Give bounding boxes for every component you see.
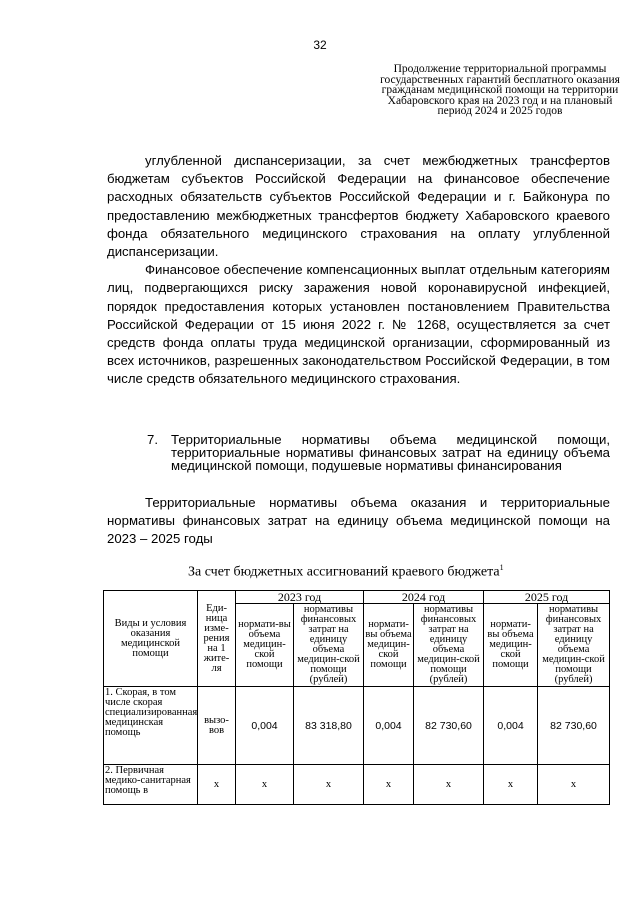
row-cost-2025: 82 730,60 bbox=[538, 687, 610, 765]
body-text bbox=[107, 152, 610, 389]
table-header-row-1 bbox=[104, 591, 610, 604]
header-year-2025: 2025 год bbox=[484, 591, 610, 604]
intro-paragraph: Территориальные нормативы объема оказания и территориальные нормативы финансовых затрат на единицу объема медицинской помощи на 2023 – 2025 годы bbox=[107, 495, 610, 547]
row-type: 2. Первичная медико-санитарная помощь в bbox=[104, 765, 198, 805]
row-volume-2024: 0,004 bbox=[364, 687, 414, 765]
paragraph-1: углубленной диспансеризации, за счет межбюджетных трансфертов бюджетам субъектов Российской Федерации на финансовое обеспечение расходных обязательств субъектов Российской Федерации и г. Байконура по предоставлению межбюджетных трансфертов бюджету Хабаровского краевого фонда обязательного медицинского страхования на оплату углубленной диспансеризации. bbox=[107, 153, 610, 260]
row-volume-2023: 0,004 bbox=[236, 687, 294, 765]
header-unit: Еди-ница изме-рения на 1 жите-ля bbox=[198, 591, 236, 687]
row-volume-2025: 0,004 bbox=[484, 687, 538, 765]
row-volume-2024: х bbox=[364, 765, 414, 805]
row-cost-2024: 82 730,60 bbox=[414, 687, 484, 765]
row-volume-2025: х bbox=[484, 765, 538, 805]
table-row bbox=[104, 765, 610, 805]
row-volume-2023: х bbox=[236, 765, 294, 805]
table-row bbox=[104, 687, 610, 765]
header-year-2023: 2023 год bbox=[236, 591, 364, 604]
page-number: 32 bbox=[313, 38, 327, 52]
row-cost-2024: х bbox=[414, 765, 484, 805]
header-cost-2023: нормативы финансовых затрат на единицу объема медицин-ской помощи (рублей) bbox=[294, 604, 364, 687]
row-unit: вызо-вов bbox=[198, 687, 236, 765]
header-type: Виды и условия оказания медицинской помощи bbox=[104, 591, 198, 687]
header-cost-2025: нормативы финансовых затрат на единицу объема медицин-ской помощи (рублей) bbox=[538, 604, 610, 687]
row-unit: х bbox=[198, 765, 236, 805]
header-volume-2024: нормати-вы объема медицин-ской помощи bbox=[364, 604, 414, 687]
footnote-mark: 1 bbox=[499, 563, 504, 572]
row-cost-2025: х bbox=[538, 765, 610, 805]
header-note: Продолжение территориальной программы государственных гарантий бесплатного оказания гражданам медицинской помощи на территории Хабаровского края на 2023 год и на плановый период 2024 и 2025 годов bbox=[380, 63, 620, 117]
header-volume-2025: нормати-вы объема медицин-ской помощи bbox=[484, 604, 538, 687]
subtitle-text: За счет бюджетных ассигнований краевого бюджета bbox=[188, 564, 500, 580]
paragraph-2: Финансовое обеспечение компенсационных выплат отдельным категориям лиц, подвергающихся риску заражения новой коронавирусной инфекцией, порядок предоставления которых установлен постановлением Правительства Российской Федерации от 15 июня 2022 г. № 1268, осуществляется за счет средств фонда оплаты труда медицинской организации, сформированный из всех источников, разрешенных законодательством Российской Федерации, в том числе средств обязательного медицинского страхования. bbox=[107, 262, 610, 387]
standards-table bbox=[103, 590, 610, 805]
section-number: 7. bbox=[147, 432, 158, 447]
section-heading bbox=[107, 433, 610, 472]
section-title: Территориальные нормативы объема медицинской помощи, территориальные нормативы финансовых затрат на единицу объема медицинской помощи, подушевые нормативы финансирования bbox=[171, 432, 610, 473]
section-intro bbox=[107, 494, 610, 549]
header-year-2024: 2024 год bbox=[364, 591, 484, 604]
header-cost-2024: нормативы финансовых затрат на единицу объема медицин-ской помощи (рублей) bbox=[414, 604, 484, 687]
row-type: 1. Скорая, в том числе скорая специализированная медицинская помощь bbox=[104, 687, 198, 765]
row-cost-2023: 83 318,80 bbox=[294, 687, 364, 765]
table-subtitle bbox=[188, 563, 504, 581]
header-volume-2023: нормати-вы объема медицин-ской помощи bbox=[236, 604, 294, 687]
row-cost-2023: х bbox=[294, 765, 364, 805]
